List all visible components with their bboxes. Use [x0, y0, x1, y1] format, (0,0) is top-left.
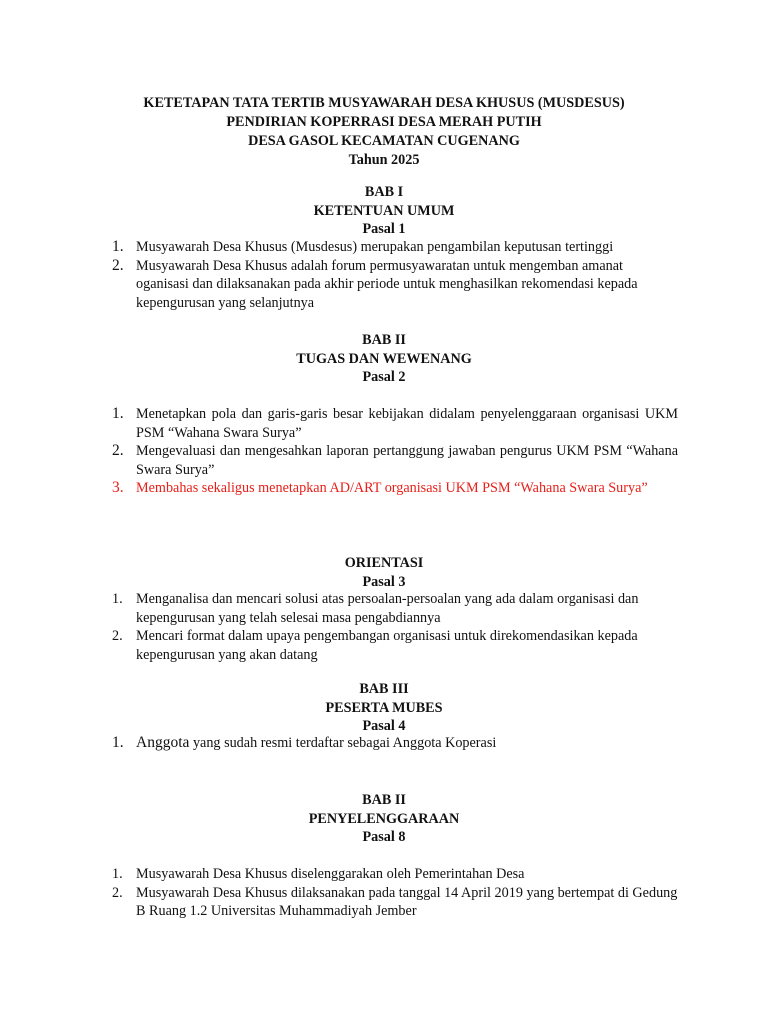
- pasal-label: Pasal 4: [362, 718, 406, 734]
- document-title: [0, 94, 768, 170]
- bab-label: BAB III: [359, 681, 409, 697]
- list-item: [0, 405, 678, 442]
- item-text: Mengevaluasi dan mengesahkan laporan pertanggung jawaban pengurus UKM PSM “Wahana Swara Surya”: [136, 443, 678, 478]
- item-text: Menetapkan pola dan garis-garis besar kebijakan didalam penyelenggaraan organisasi UKM PSM “Wahana Swara Surya”: [136, 406, 678, 441]
- list-pasal-1: [0, 238, 678, 312]
- bab-name: PESERTA MUBES: [325, 699, 443, 716]
- bab-label: BAB II: [362, 332, 406, 348]
- section-heading-bab-2: [0, 331, 768, 387]
- section-heading-orientasi: [0, 554, 768, 591]
- item-text: Mencari format dalam upaya pengembangan organisasi untuk direkomendasikan kepada kepengurusan yang akan datang: [136, 628, 638, 663]
- section-heading-penyelenggaraan: [0, 791, 768, 847]
- list-item-highlighted: [0, 479, 678, 498]
- list-item: [0, 590, 678, 627]
- item-number: 1.: [112, 591, 123, 607]
- list-item: [0, 627, 678, 664]
- title-line-1: KETETAPAN TATA TERTIB MUSYAWARAH DESA KHUSUS (MUSDESUS): [143, 95, 625, 111]
- item-text: Musyawarah Desa Khusus diselenggarakan oleh Pemerintahan Desa: [136, 866, 525, 882]
- section-heading-bab-3: [0, 680, 768, 736]
- list-item: [0, 238, 678, 257]
- bab-label: BAB I: [364, 184, 404, 200]
- pasal-label: Pasal 8: [362, 829, 406, 845]
- pasal-label: Pasal 1: [362, 221, 406, 237]
- item-text: Musyawarah Desa Khusus (Musdesus) merupakan pengambilan keputusan tertinggi: [136, 239, 614, 255]
- title-line-3: DESA GASOL KECAMATAN CUGENANG: [248, 133, 520, 149]
- item-number: 3.: [112, 479, 124, 497]
- bab-name: KETENTUAN UMUM: [313, 202, 455, 219]
- list-pasal-2: [0, 405, 678, 498]
- item-text: Menganalisa dan mencari solusi atas persoalan-persoalan yang ada dalam organisasi dan kepengurusan yang telah selesai masa pengabdiannya: [136, 591, 639, 626]
- item-text: Membahas sekaligus menetapkan AD/ART organisasi UKM PSM “Wahana Swara Surya”: [136, 480, 648, 497]
- item-text: yang sudah resmi terdaftar sebagai Anggota Koperasi: [189, 735, 497, 751]
- bab-name: PENYELENGGARAAN: [308, 810, 460, 827]
- item-text: Musyawarah Desa Khusus adalah forum permusyawaratan untuk mengemban amanat oganisasi dan dilaksanakan pada akhir periode untuk menghasilkan rekomendasi kepada kepengurusan yang selanjutnya: [136, 257, 638, 311]
- list-item: [0, 734, 678, 753]
- bab-name: TUGAS DAN WEWENANG: [296, 350, 472, 367]
- list-item: [0, 257, 678, 313]
- section-heading-bab-1: [0, 183, 768, 239]
- list-item: [0, 884, 678, 921]
- item-text: Musyawarah Desa Khusus dilaksanakan pada tanggal 14 April 2019 yang bertempat di Gedung B Ruang 1.2 Universitas Muhammadiyah Jember: [136, 884, 678, 920]
- item-number: 1.: [112, 734, 124, 751]
- item-number: 2.: [112, 256, 124, 274]
- title-line-2: PENDIRIAN KOPERRASI DESA MERAH PUTIH: [226, 114, 542, 130]
- list-item: [0, 442, 678, 479]
- item-number: 1.: [112, 866, 123, 882]
- item-lead-text: Anggota: [136, 734, 190, 751]
- section-name: ORIENTASI: [344, 555, 424, 571]
- item-number: 2.: [112, 628, 123, 645]
- title-line-4: Tahun 2025: [348, 152, 420, 168]
- list-item: [0, 865, 678, 884]
- pasal-label: Pasal 2: [362, 369, 406, 385]
- item-number: 1.: [112, 405, 124, 422]
- item-number: 1.: [112, 238, 124, 255]
- item-number: 2.: [112, 884, 123, 901]
- pasal-label: Pasal 3: [362, 573, 406, 590]
- list-pasal-8: [0, 865, 678, 921]
- list-pasal-4: [0, 734, 678, 753]
- list-pasal-3: [0, 590, 678, 664]
- item-number: 2.: [112, 442, 124, 460]
- bab-label: BAB II: [362, 792, 406, 808]
